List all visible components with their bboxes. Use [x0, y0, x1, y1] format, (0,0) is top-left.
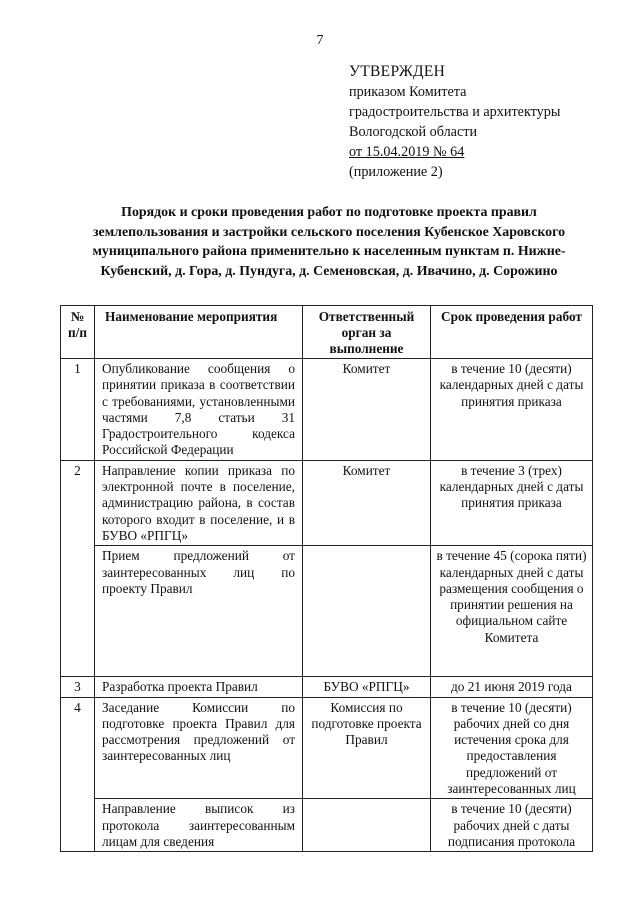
page-number: 7 — [316, 33, 324, 48]
approval-line-2: градостроительства и архитектуры — [349, 104, 561, 120]
row-org — [303, 546, 431, 677]
row-term: в течение 3 (трех) календарных дней с даты принятия приказа — [431, 460, 593, 545]
row-term: в течение 10 (десяти) рабочих дней со дня истечения срока для предоставления предложений от заинтересованных лиц — [431, 697, 593, 799]
row-term: в течение 45 (сорока пяти) календарных дней с даты размещения сообщения о принятии решения на официальном сайте Комитета — [431, 546, 593, 677]
row-term: в течение 10 (десяти) рабочих дней с даты подписания протокола — [431, 799, 593, 852]
table-row — [61, 697, 593, 799]
schedule-table — [60, 305, 593, 852]
header-term: Срок проведения работ — [431, 306, 593, 359]
header-name: Наименование мероприятия — [95, 306, 303, 359]
row-num: 4 — [61, 697, 95, 852]
header-num: № п/п — [61, 306, 95, 359]
row-org: БУВО «РПГЦ» — [303, 677, 431, 697]
row-term: до 21 июня 2019 года — [431, 677, 593, 697]
row-term: в течение 10 (десяти) календарных дней с даты принятия приказа — [431, 359, 593, 461]
row-num: 1 — [61, 359, 95, 461]
approval-line-1: приказом Комитета — [349, 84, 467, 100]
row-org: Комитет — [303, 460, 431, 545]
table-header-row — [61, 306, 593, 359]
row-num: 3 — [61, 677, 95, 697]
approval-order-date: от 15.04.2019 № 64 — [349, 144, 465, 160]
row-org: Комитет — [303, 359, 431, 461]
row-name: Разработка проекта Правил — [95, 677, 303, 697]
table-row — [61, 546, 593, 677]
header-org: Ответственный орган за выполнение — [303, 306, 431, 359]
approval-stamp — [349, 62, 560, 182]
row-name: Направление выписок из протокола заинтересованным лицам для сведения — [95, 799, 303, 852]
table-row — [61, 460, 593, 545]
row-org: Комиссия по подготовке проекта Правил — [303, 697, 431, 799]
table-row — [61, 359, 593, 461]
approval-line-3: Вологодской области — [349, 124, 478, 140]
row-name: Опубликование сообщения о принятии приказа в соответствии с требованиями, установленными частями 7,8 статьи 31 Градостроительного кодекса Российской Федерации — [95, 359, 303, 461]
row-num: 2 — [61, 460, 95, 676]
row-name: Направление копии приказа по электронной почте в поселение, администрацию района, в состав которого входит в поселение, и в БУВО «РПГЦ» — [95, 460, 303, 545]
table-row — [61, 677, 593, 697]
approval-appendix: (приложение 2) — [349, 164, 443, 180]
table-row — [61, 799, 593, 852]
row-org — [303, 799, 431, 852]
row-name: Заседание Комиссии по подготовке проекта Правил для рассмотрения предложений от заинтересованных лиц — [95, 697, 303, 799]
approval-heading: УТВЕРЖДЕН — [349, 63, 446, 80]
document-title: Порядок и сроки проведения работ по подготовке проекта правил землепользования и застройки сельского поселения Кубенское Харовского муниципального района применительно к населенным пунктам п. Нижне-Кубенский, д. Гора, д. Пундуга, д. Семеновская, д. Ивачино, д. Сорожино — [92, 205, 566, 279]
row-name: Прием предложений от заинтересованных лиц по проекту Правил — [95, 546, 303, 677]
